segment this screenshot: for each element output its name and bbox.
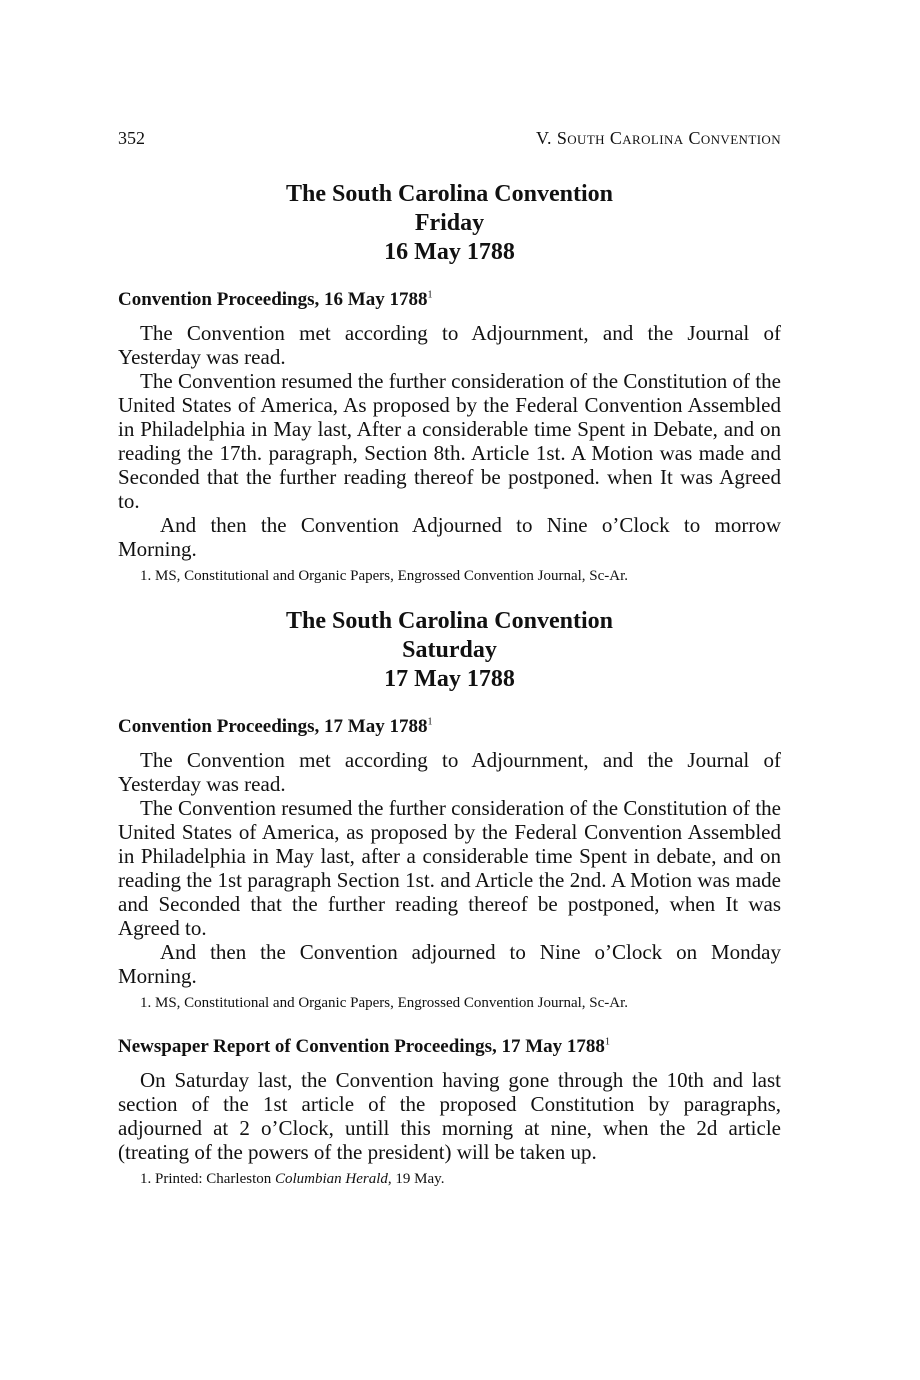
- document-page: [118, 128, 781, 1188]
- day1-title-line2: Friday: [414, 210, 485, 236]
- day2-footnote-ref: 1: [427, 716, 433, 728]
- day1-section-heading: [118, 289, 781, 311]
- newspaper-footnote-prefix: 1. Printed: Charleston: [140, 1171, 275, 1187]
- day1-title-line1: The South Carolina Convention: [286, 181, 613, 207]
- day2-paragraph-1: The Convention met according to Adjournment, and the Journal of Yesterday was read.: [118, 748, 781, 796]
- day1-title-line3: 16 May 1788: [384, 239, 515, 265]
- day2-title-line1: The South Carolina Convention: [286, 608, 613, 634]
- day2-footnote: 1. MS, Constitutional and Organic Papers, Engrossed Convention Journal, Sc-Ar.: [140, 995, 629, 1011]
- running-title: V. South Carolina Convention: [535, 128, 781, 148]
- day2-paragraph-2: The Convention resumed the further consideration of the Constitution of the United States of America, as proposed by the Federal Convention Assembled in Philadelphia in May last, after a considerable time Spent in debate, and on reading the 1st paragraph Section 1st. and Article the 2nd. A Motion was made and Seconded that the further reading thereof be postponed, when It was Agreed to.: [118, 796, 781, 940]
- newspaper-footnote-title: Columbian Herald: [275, 1171, 388, 1187]
- day2-title-line3: 17 May 1788: [384, 666, 515, 692]
- running-header: [118, 128, 781, 156]
- day1-footnote-ref: 1: [427, 289, 433, 301]
- day1-title: [118, 180, 781, 267]
- newspaper-footnote: [118, 1170, 781, 1188]
- day1-paragraph-1: The Convention met according to Adjournment, and the Journal of Yesterday was read.: [118, 321, 781, 369]
- day1-paragraph-2: The Convention resumed the further consideration of the Constitution of the United States of America, As proposed by the Federal Convention Assembled in Philadelphia in May last, After a considerable time Spent in Debate, and on reading the 17th. paragraph, Section 8th. Article 1st. A Motion was made and Seconded that the further reading thereof be postponed. when It was Agreed to.: [118, 369, 781, 513]
- day1-section-title: Convention Proceedings, 16 May 1788: [118, 289, 428, 310]
- day2-title: [118, 607, 781, 694]
- newspaper-paragraph-1: On Saturday last, the Convention having gone through the 10th and last section of the 1st article of the proposed Constitution by paragraphs, adjourned at 2 o’Clock, untill this morning at nine, when the 2d article (treating of the powers of the president) will be taken up.: [118, 1068, 781, 1164]
- newspaper-section-heading: [118, 1036, 781, 1058]
- day2-section-title: Convention Proceedings, 17 May 1788: [118, 716, 428, 737]
- day2-title-line2: Saturday: [402, 637, 497, 663]
- newspaper-footnote-suffix: , 19 May.: [387, 1171, 445, 1187]
- newspaper-section-title: Newspaper Report of Convention Proceedings, 17 May 1788: [118, 1036, 605, 1057]
- day2-section-heading: [118, 716, 781, 738]
- page-number: 352: [118, 128, 145, 148]
- newspaper-footnote-ref: 1: [604, 1036, 610, 1048]
- day1-paragraph-3: And then the Convention Adjourned to Nine o’Clock to morrow Morning.: [118, 513, 781, 561]
- day1-footnote: 1. MS, Constitutional and Organic Papers, Engrossed Convention Journal, Sc-Ar.: [140, 568, 629, 584]
- day2-paragraph-3: And then the Convention adjourned to Nine o’Clock on Monday Morning.: [118, 940, 781, 988]
